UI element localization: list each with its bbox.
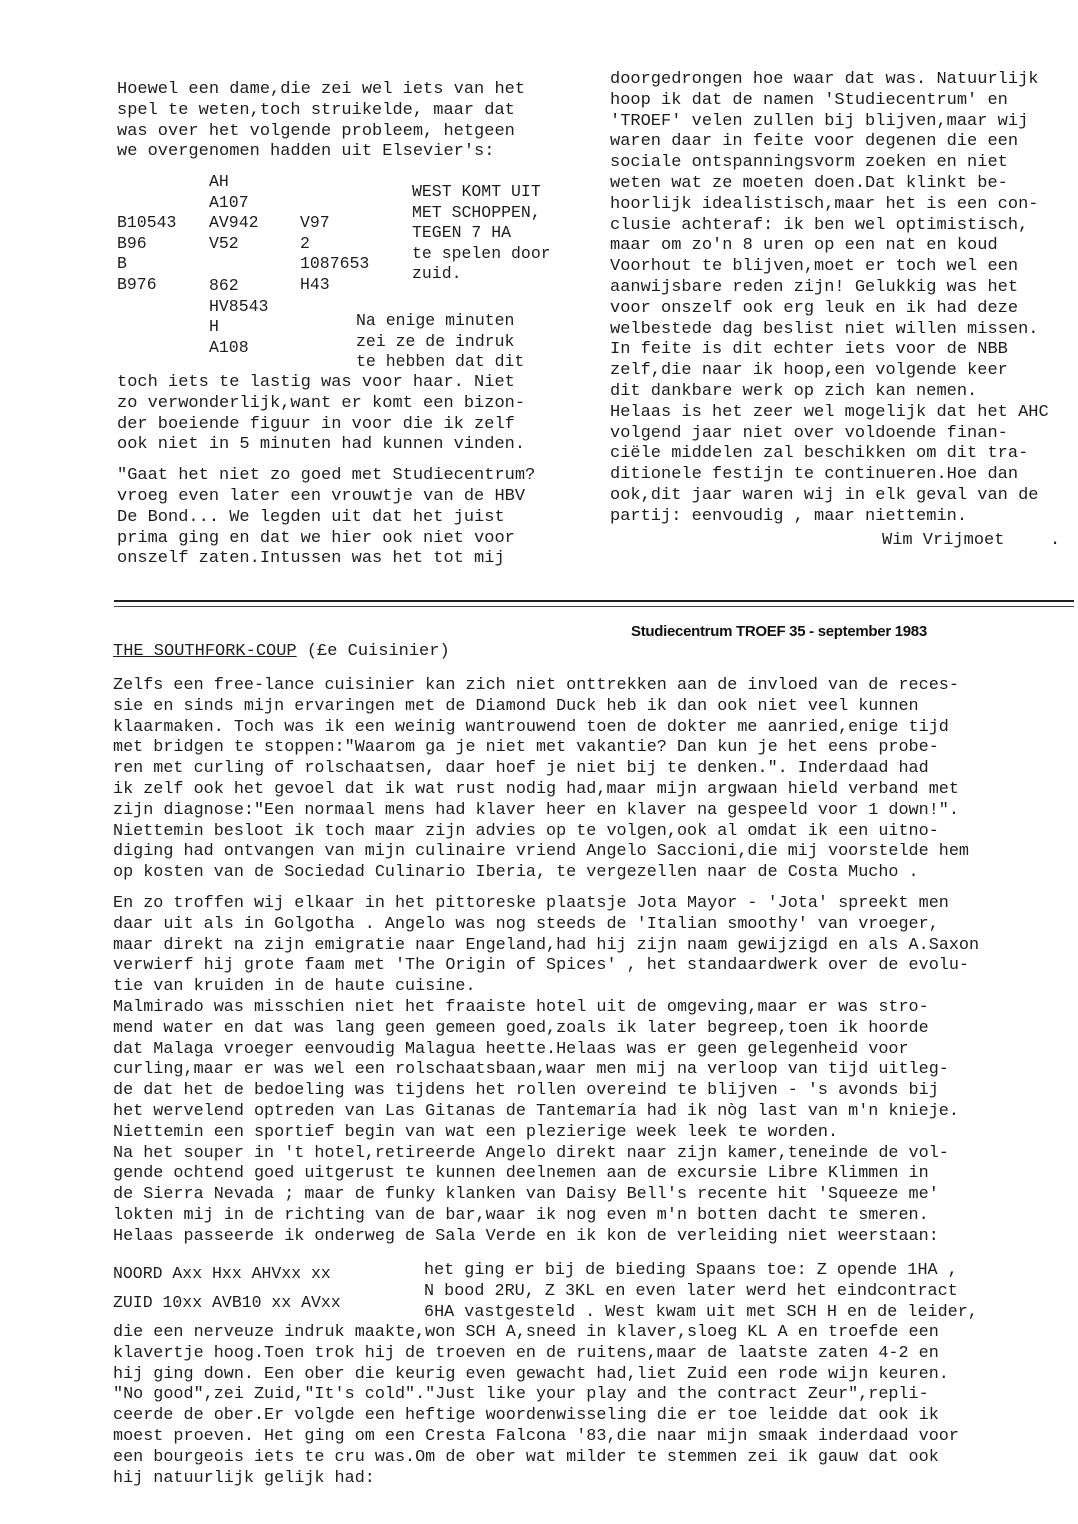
text-line: toch iets te lastig was voor haar. Niet	[117, 373, 515, 392]
text-line: Na enige minuten	[356, 311, 515, 330]
text-line: curling,maar er was wel een rolschaatsbaan,waar men mij na verloop van tijd uitleg-	[113, 1060, 949, 1080]
text-line: prima ging en dat we hier ook niet voor	[117, 528, 515, 548]
text-line: Malmirado was misschien niet het fraaiste hotel uit de omgeving,maar er was stro-	[113, 997, 929, 1017]
text-line: klavertje hoog.Toen trok hij de troeven en de ruitens,maar de laatste zaten 4-2 en	[113, 1343, 939, 1363]
text-line: Voorhout te blijven,moet er toch wel een	[610, 257, 1019, 277]
text-line: ook,dit jaar waren wij in elk geval van de	[610, 485, 1039, 505]
intro-paragraph	[117, 80, 572, 163]
text-line: MET SCHOPPEN,	[412, 202, 541, 222]
text-line: Helaas passeerde ik onderweg de Sala Verde en ik kon de verleiding niet weerstaan:	[113, 1226, 939, 1246]
text-line: N bood 2RU, Z 3KL en even later werd het eindcontract	[424, 1281, 958, 1301]
text-line: De Bond... We legden uit dat het juist	[117, 507, 505, 527]
divider-thin	[114, 606, 1074, 607]
east-hand	[300, 213, 369, 295]
text-line: mend water en dat was lang geen gemeen goed,zoals ik later begreep,toen ik hoorde	[113, 1018, 929, 1038]
text-line: ceerde de ober.Er volgde een heftige woordenwisseling die er toe leidde dat ook ik	[113, 1406, 939, 1426]
text-line: TEGEN 7 HA	[412, 223, 512, 242]
text-line: met bridgen te stoppen:"Waarom ga je niet met vakantie? Dan kun je het eens probe-	[113, 738, 939, 758]
text-line: ren met curling of rolschaatsen, daar hoef je niet bij te denken.". Inderdaad had	[113, 759, 929, 779]
text-line: sociale ontspanningsvorm zoeken en niet	[610, 153, 1008, 173]
publication-header: Studiecentrum TROEF 35 - september 1983	[631, 623, 927, 640]
text-line: ook niet in 5 minuten had kunnen vinden.	[117, 435, 526, 455]
text-line: doorgedrongen hoe waar dat was. Natuurlijk	[610, 70, 1039, 89]
text-line: verwierf hij grote faam met 'The Origin of Spices' , het standaardwerk over de evolu-	[113, 956, 969, 976]
text-line: volgend jaar niet over voldoende finan-	[610, 423, 1008, 443]
hand-card-line: AV942	[209, 213, 259, 232]
text-line: diging had ontvangen van mijn culinaire vriend Angelo Saccioni,die mij voorstelde hem	[113, 842, 969, 862]
text-line: dat Malaga vroeger eenvoudig Malagua heette.Helaas was er geen gelegenheid voor	[113, 1039, 909, 1059]
west-hand	[117, 213, 176, 295]
text-line: sie en sinds mijn ervaringen met de Diamond Duck heb ik dan ook niet veel kunnen	[113, 696, 919, 716]
hand-card-line: H	[209, 317, 219, 336]
deal-instruction	[412, 182, 551, 285]
hand-card-line: A107	[209, 192, 249, 212]
article-title-byline: (£e Cuisinier)	[296, 642, 450, 661]
text-line: de dat het de bedoeling was tijdens het rollen overeind te blijven - 's avonds bij	[113, 1081, 939, 1101]
text-line: maar direkt na zijn emigratie naar Engeland,had hij zijn naam gewijzigd en als A.Saxon	[113, 935, 980, 955]
text-line: WEST KOMT UIT	[412, 182, 541, 201]
text-line: zo verwonderlijk,want er komt een bizon-	[117, 393, 526, 413]
deal-followup	[356, 311, 524, 373]
text-line: 'TROEF' velen zullen bij blijven,maar wij	[610, 111, 1029, 131]
text-line: het wervelend optreden van Las Gitanas de Tantemaría had ik nòg last van m'n knieje.	[113, 1101, 959, 1121]
article-paragraph-2	[113, 894, 1073, 1248]
text-line: tie van kruiden in de haute cuisine.	[113, 977, 476, 997]
text-line: die een nerveuze indruk maakte,won SCH A,sneed in klaver,sloeg KL A en troefde een	[113, 1323, 939, 1342]
hand-card-line: V97	[300, 213, 330, 232]
text-line: op kosten van de Sociedad Culinario Iberia, te vergezellen naar de Costa Mucho .	[113, 863, 919, 883]
text-line: ik zelf ook het gevoel dat ik wat rust nodig had,maar mijn argwaan hield verband met	[113, 779, 959, 799]
text-line: spel te weten,toch struikelde, maar dat	[117, 100, 515, 120]
text-line: welbestede dag beslist niet willen missen.	[610, 319, 1039, 339]
text-line: zei ze de indruk	[356, 331, 515, 351]
text-line: "Gaat het niet zo goed met Studiecentrum?	[117, 466, 536, 486]
left-column	[117, 80, 572, 163]
hand-card-line: V52	[209, 233, 239, 253]
text-line: hij ging down. Een ober die keurig even gewacht had,liet Zuid een rode wijn keuren.	[113, 1364, 949, 1384]
text-line: Zelfs een free-lance cuisinier kan zich niet onttrekken aan de invloed van de reces-	[113, 676, 959, 695]
text-line: hoorlijk idealistisch,maar het is een con-	[610, 194, 1039, 214]
text-line: weten wat ze moeten doen.Dat klinkt be-	[610, 173, 1008, 193]
text-line: Hoewel een dame,die zei wel iets van het	[117, 80, 526, 99]
text-line: onszelf zaten.Intussen was het tot mij	[117, 549, 505, 569]
signature: Wim Vrijmoet	[882, 531, 1005, 550]
signature-dot: .	[1050, 531, 1061, 550]
text-line: Helaas is het zeer wel mogelijk dat het AHC	[610, 402, 1049, 422]
text-line: een bourgeois iets te cru was.Om de ober wat milder te stemmen zei ik gauw dat ook	[113, 1447, 939, 1467]
right-column	[610, 70, 1072, 528]
text-line: gende ochtend goed uitgerust te kunnen deelnemen aan de excursie Libre Klimmen in	[113, 1164, 929, 1184]
left-continuation	[117, 373, 535, 570]
text-line: der boeiende figuur in voor die ik zelf	[117, 414, 515, 434]
hand-card-line: H43	[300, 274, 330, 294]
north-hand-line: NOORD Axx Hxx AHVxx xx	[113, 1264, 331, 1283]
south-hand-line: ZUID 10xx AVB10 xx AVxx	[113, 1293, 341, 1312]
text-line: moest proeven. Het ging om een Cresta Falcona '83,die naar mijn smaak inderdaad voor	[113, 1426, 959, 1446]
hand-card-line: 2	[300, 233, 310, 253]
article-conclusion	[113, 1323, 959, 1489]
studiecentrum-paragraph	[117, 466, 535, 570]
text-line: Niettemin besloot ik toch maar zijn advies op te volgen,ook al omdat ik een uitno-	[113, 821, 939, 841]
hand-card-line: B96	[117, 233, 147, 253]
article-title-main: THE SOUTHFORK-COUP	[113, 642, 297, 661]
text-line: aanwijsbare reden zijn! Gelukkig was het	[610, 277, 1019, 297]
text-line: In feite is dit echter iets voor de NBB	[610, 340, 1008, 360]
south-hand	[209, 276, 268, 358]
divider-thick	[114, 600, 1074, 602]
text-line: ciële middelen zal beschikken om dit tra-	[610, 444, 1029, 464]
text-line: daar uit als in Golgotha . Angelo was nog steeds de 'Italian smoothy' van vroeger,	[113, 914, 939, 934]
text-line: Na het souper in 't hotel,retireerde Angelo direkt naar zijn kamer,teneinde de vol-	[113, 1143, 949, 1163]
text-line: we overgenomen hadden uit Elsevier's:	[117, 142, 495, 162]
text-line: dit dankbare werk op zich kan nemen.	[610, 381, 978, 401]
text-line: ditionele festijn te continueren.Hoe dan	[610, 465, 1019, 485]
text-line: hij natuurlijk gelijk had:	[113, 1468, 375, 1488]
text-line: partij: eenvoudig , maar niettemin.	[610, 506, 968, 526]
bidding-text	[424, 1261, 978, 1323]
north-hand	[209, 172, 259, 254]
article-body	[113, 676, 1073, 1248]
right-column-text	[610, 70, 1072, 528]
text-line: waren daar in feite voor degenen die een	[610, 132, 1019, 152]
text-line: voor onszelf ook erg leuk en ik had deze	[610, 298, 1019, 318]
text-line: de Sierra Nevada ; maar de funky klanken van Daisy Bell's recente hit 'Squeeze me'	[113, 1185, 939, 1205]
hand-card-line: 1087653	[300, 254, 370, 273]
text-line: hoop ik dat de namen 'Studiecentrum' en	[610, 90, 1008, 110]
hand-card-line: B976	[117, 274, 157, 294]
text-line: lokten mij in de richting van de bar,waar ik nog even m'n botten dacht te smeren.	[113, 1205, 929, 1225]
text-line: te spelen door	[412, 243, 551, 263]
hand-card-line: B10543	[117, 213, 177, 232]
text-line: klaarmaken. Toch was ik een weinig wantrouwend toen de dokter me aanried,enige tijd	[113, 717, 949, 737]
text-line: 6HA vastgesteld . West kwam uit met SCH H en de leider,	[424, 1302, 978, 1322]
hand-card-line: 862	[209, 276, 239, 295]
hand-card-line: AH	[209, 172, 229, 191]
text-line: zijn diagnose:"Een normaal mens had klaver heer en klaver na gespeeld voor 1 down!".	[113, 800, 959, 820]
text-line: te hebben dat dit	[356, 352, 525, 371]
text-line: was over het volgende probleem, hetgeen	[117, 121, 515, 141]
article-paragraph-1	[113, 676, 1073, 884]
hand-card-line: A108	[209, 337, 249, 357]
hand-card-line: B	[117, 254, 127, 273]
article-title	[113, 642, 450, 661]
text-line: En zo troffen wij elkaar in het pittoreske plaatsje Jota Mayor - 'Jota' spreekt men	[113, 893, 949, 913]
text-line: zuid.	[412, 264, 462, 283]
hand-card-line: HV8543	[209, 296, 269, 316]
text-line: zelf,die naar ik hoop,een volgende keer	[610, 361, 1008, 381]
text-line: clusie achteraf: ik ben wel optimistisch,	[610, 215, 1029, 235]
text-line: maar om zo'n 8 uren op een nat en koud	[610, 236, 998, 256]
text-line: Niettemin een sportief begin van wat een plezierige week leek te worden.	[113, 1122, 839, 1142]
after-deal-paragraph	[117, 373, 535, 456]
text-line: het ging er bij de bieding Spaans toe: Z opende 1HA ,	[424, 1261, 958, 1280]
text-line: vroeg even later een vrouwtje van de HBV	[117, 486, 526, 506]
text-line: "No good",zei Zuid,"It's cold"."Just like your play and the contract Zeur",repli-	[113, 1385, 929, 1405]
